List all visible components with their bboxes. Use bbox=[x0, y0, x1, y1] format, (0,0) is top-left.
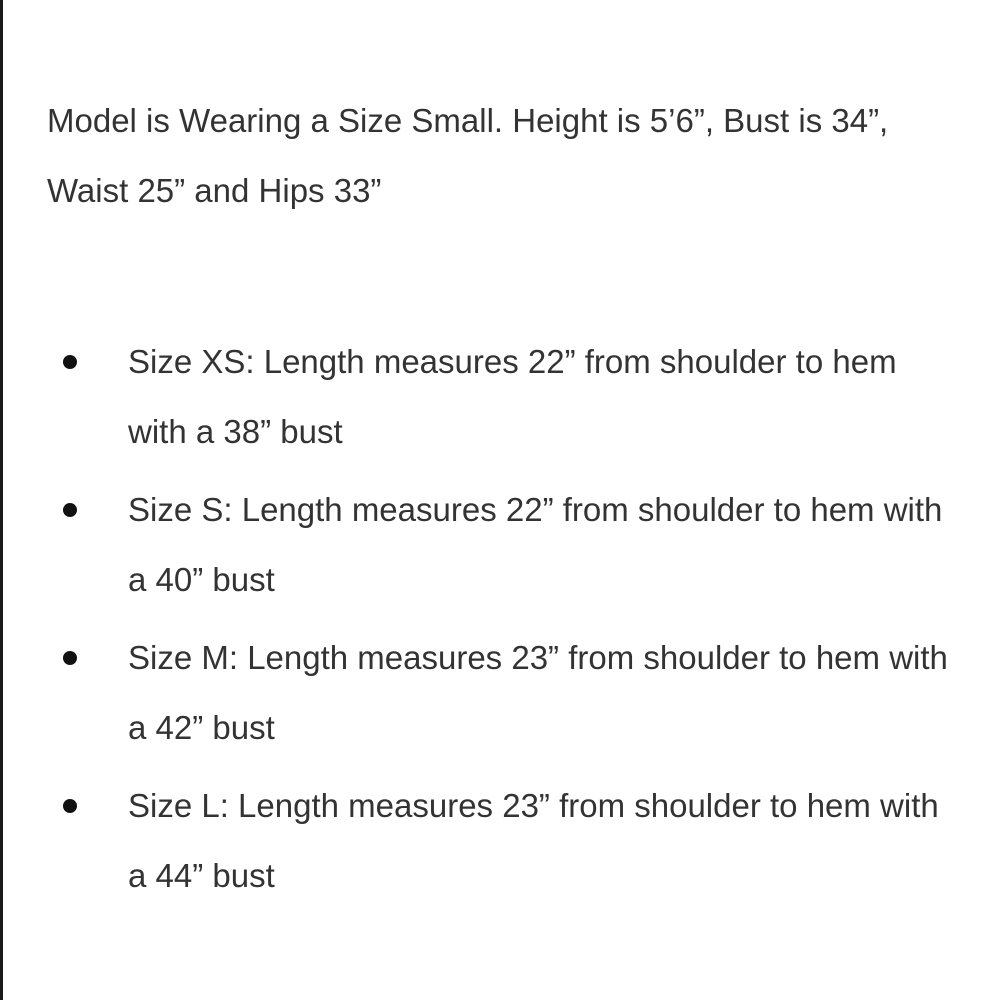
bullet-icon bbox=[63, 651, 77, 665]
size-item-text: Size L: Length measures 23” from shoulder to hem with a 44” bust bbox=[128, 787, 939, 894]
model-info-paragraph: Model is Wearing a Size Small. Height is 5’6”, Bust is 34”, Waist 25” and Hips 33” bbox=[47, 102, 889, 209]
size-item-text: Size S: Length measures 22” from shoulder to hem with a 40” bust bbox=[128, 491, 943, 598]
bullet-icon bbox=[63, 503, 77, 517]
bullet-icon bbox=[63, 799, 77, 813]
size-item-m bbox=[0, 623, 958, 763]
size-item-l bbox=[0, 771, 958, 911]
size-item-xs bbox=[0, 327, 958, 467]
size-item-s bbox=[0, 475, 958, 615]
size-item-text: Size XS: Length measures 22” from shoulder to hem with a 38” bust bbox=[128, 343, 897, 450]
size-list bbox=[0, 327, 1000, 919]
bullet-icon bbox=[63, 355, 77, 369]
size-item-text: Size M: Length measures 23” from shoulder to hem with a 42” bust bbox=[128, 639, 948, 746]
